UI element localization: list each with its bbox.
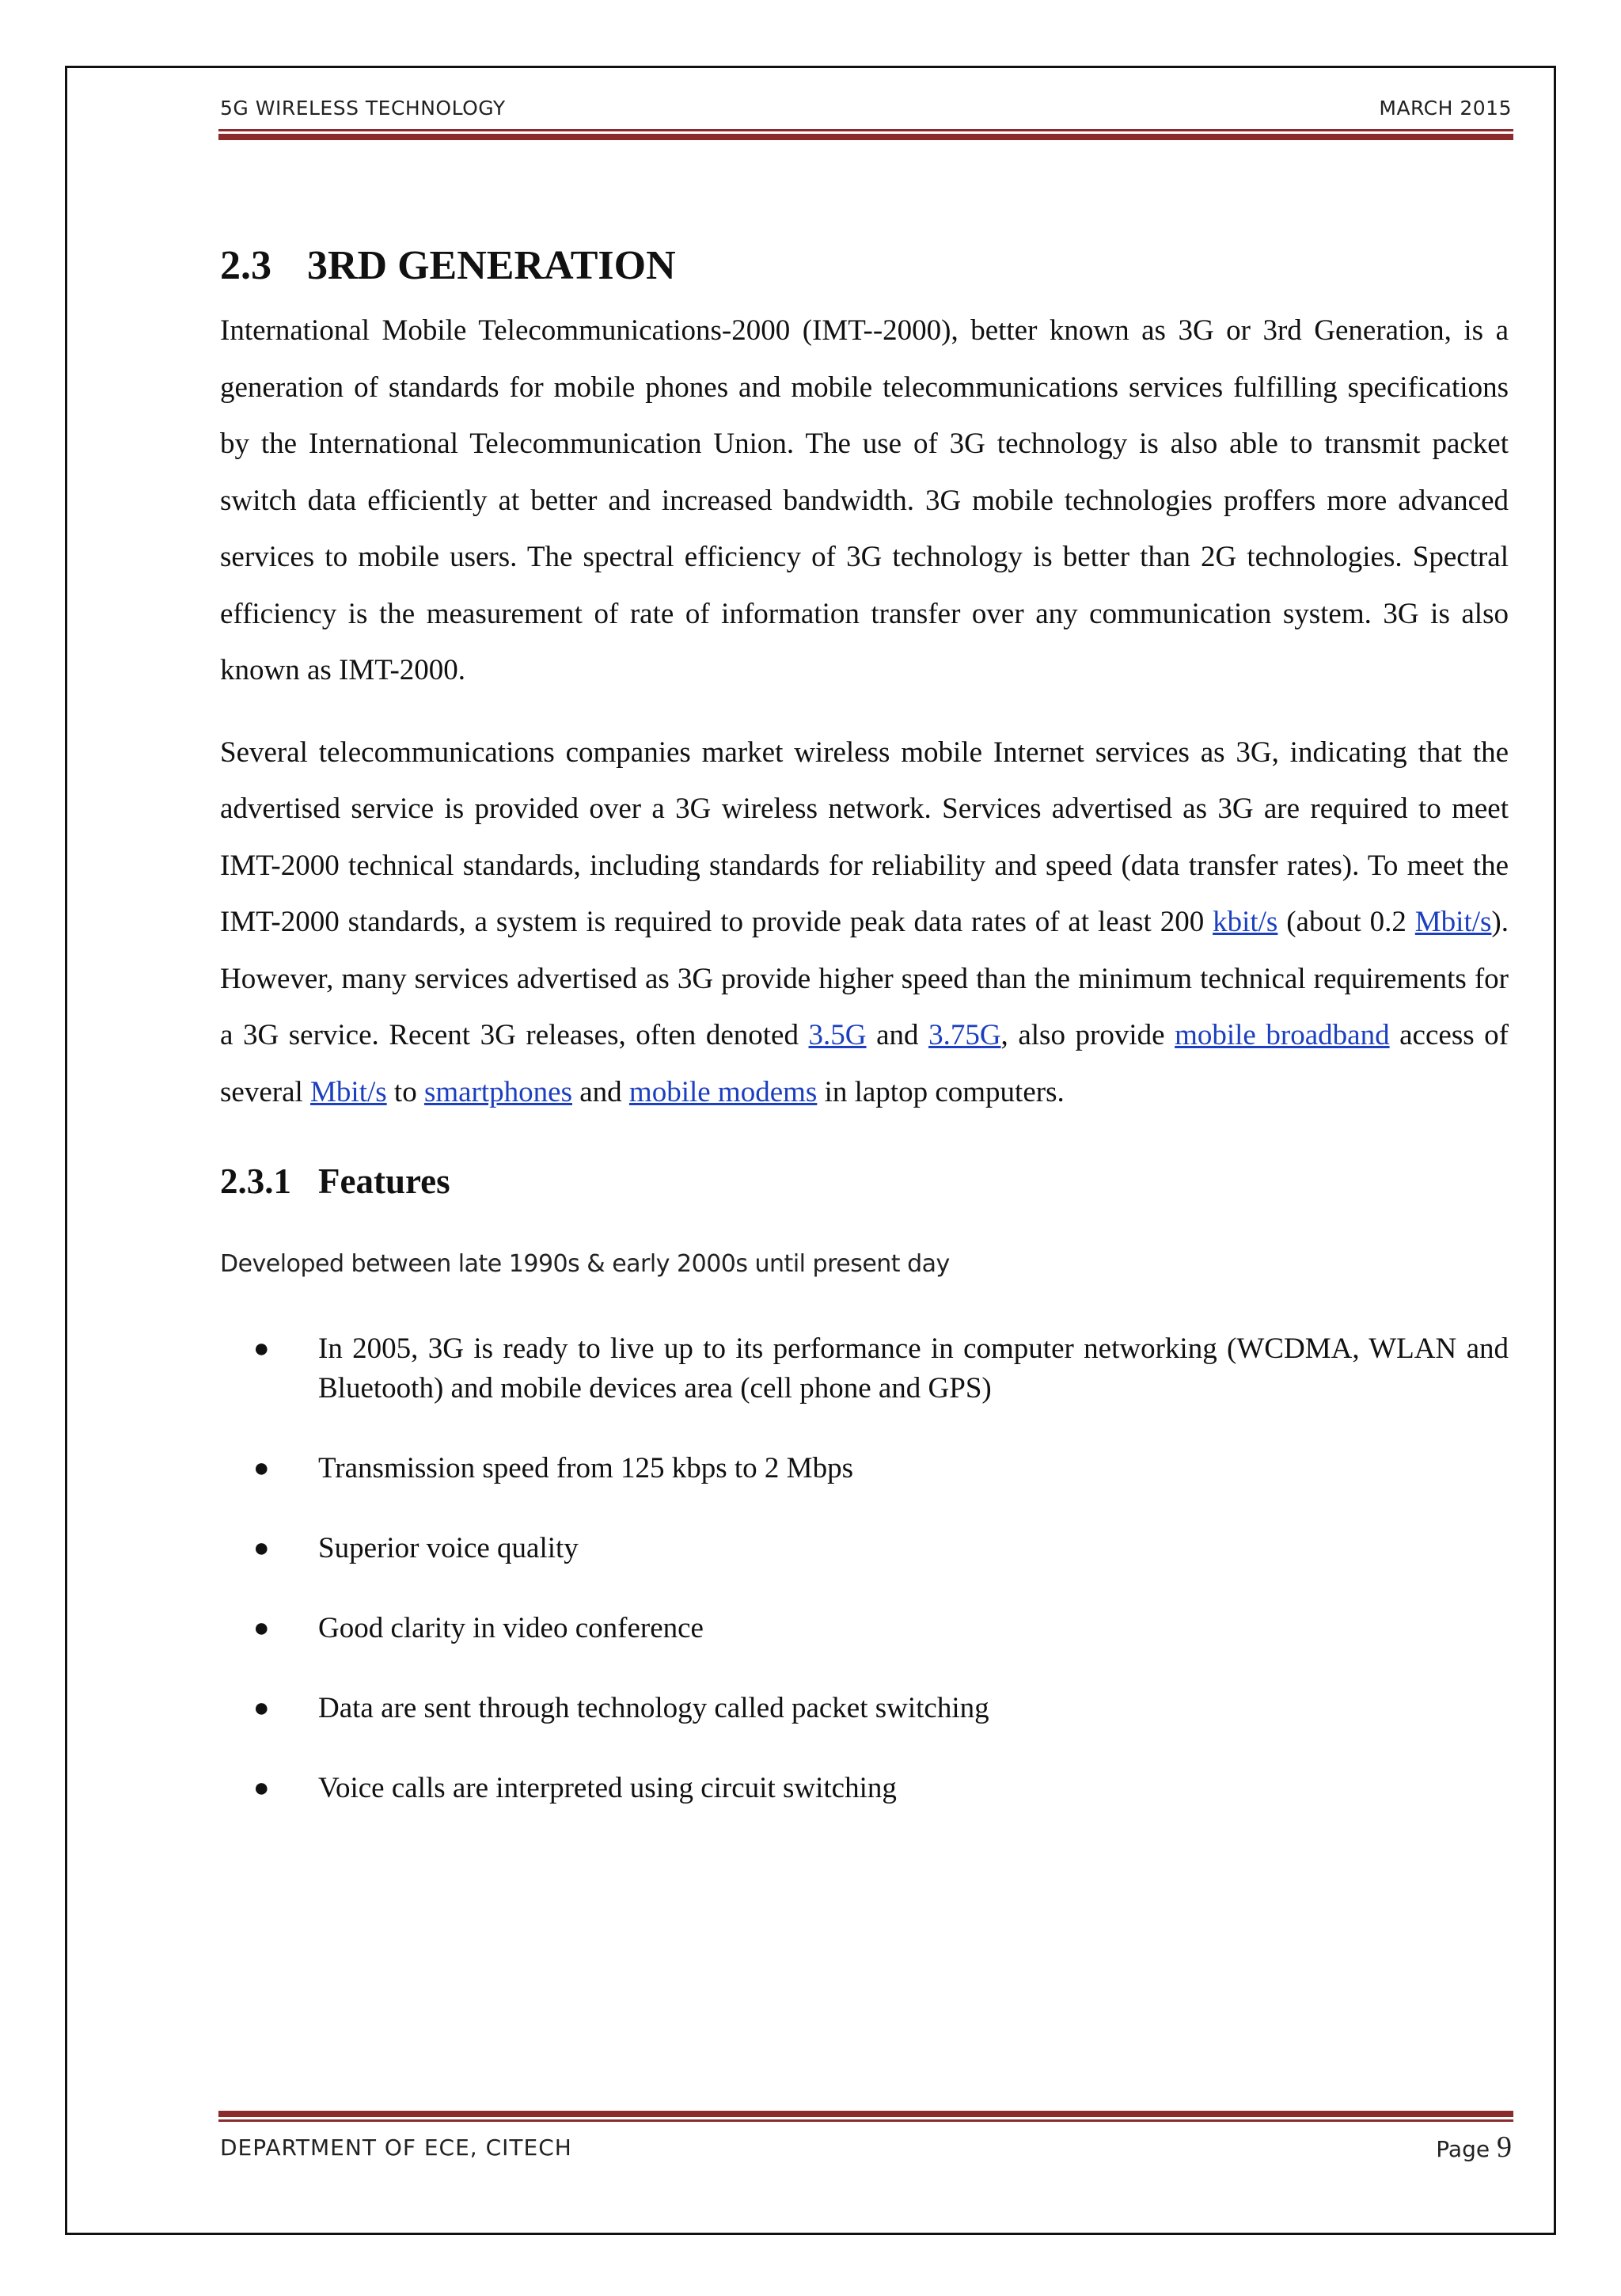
p2-text-6: access of several [220, 1019, 1509, 1108]
bullet-icon: ● [253, 1693, 270, 1723]
list-item-text: Superior voice quality [318, 1532, 579, 1564]
list-item-text: Voice calls are interpreted using circuit switching [318, 1772, 897, 1804]
list-item [220, 1329, 1509, 1408]
page-label: Page [1436, 2136, 1490, 2162]
bullet-icon: ● [253, 1334, 270, 1363]
subsection-number: 2.3.1 [220, 1161, 291, 1201]
p2-text-5: , also provide [1000, 1019, 1175, 1051]
link-mbits-2[interactable]: Mbit/s [310, 1075, 387, 1108]
section-number: 2.3 [220, 243, 271, 288]
footer-rule-thin [218, 2119, 1513, 2122]
section-heading [220, 238, 1509, 295]
p2-text-3: ). However, many services advertised as 3G provide higher speed than the minimum technical requirements for a 3G service. Recent 3G releases, often denoted [220, 906, 1509, 1051]
features-list [220, 1329, 1509, 1808]
header-rule-thin [218, 129, 1513, 131]
list-item [220, 1609, 1509, 1648]
p2-text-9: in laptop computers. [817, 1075, 1065, 1108]
link-3-75g[interactable]: 3.75G [928, 1019, 1001, 1051]
section-paragraph-2 [220, 724, 1509, 1121]
page-number: 9 [1497, 2131, 1512, 2164]
list-item-text: Data are sent through technology called packet switching [318, 1692, 989, 1724]
link-mobile-broadband[interactable]: mobile broadband [1175, 1019, 1390, 1051]
list-item-text: Good clarity in video conference [318, 1612, 704, 1644]
footer-department: DEPARTMENT OF ECE, CITECH [220, 2134, 572, 2161]
features-intro: Developed between late 1990s & early 2000s until present day [220, 1250, 950, 1278]
page-content [220, 238, 1509, 1849]
list-item [220, 1769, 1509, 1808]
subsection-heading [220, 1154, 1509, 1209]
bullet-icon: ● [253, 1454, 270, 1483]
bullet-icon: ● [253, 1773, 270, 1803]
list-item [220, 1689, 1509, 1728]
list-item [220, 1449, 1509, 1488]
link-mbits[interactable]: Mbit/s [1414, 906, 1492, 938]
p2-text-1: Several telecommunications companies market wireless mobile Internet services as 3G, indicating that the advertised service is provided over a 3G wireless network. Services advertised as 3G are required to meet IMT-2000 technical standards, including standards for reliability and speed (data transfer rates). To meet the IMT-2000 standards, a system is required to provide peak data rates of at least 200 [220, 736, 1509, 938]
section-title: 3RD GENERATION [307, 243, 676, 288]
list-item-text: Transmission speed from 125 kbps to 2 Mbps [318, 1452, 853, 1484]
list-item-text: In 2005, 3G is ready to live up to its performance in computer networking (WCDMA, WLAN and Bluetooth) and mobile devices area (cell phone and GPS) [318, 1332, 1509, 1405]
link-3-5g[interactable]: 3.5G [808, 1019, 867, 1051]
page-number-block [1436, 2130, 1512, 2165]
subsection-title: Features [318, 1161, 450, 1201]
link-smartphones[interactable]: smartphones [423, 1075, 572, 1108]
link-mobile-modems[interactable]: mobile modems [628, 1075, 818, 1108]
p2-text-2: (about 0.2 [1277, 906, 1415, 938]
link-kbits[interactable]: kbit/s [1213, 906, 1278, 938]
header-title: 5G WIRELESS TECHNOLOGY [220, 97, 506, 120]
section-paragraph-1: International Mobile Telecommunications-2000 (IMT--2000), better known as 3G or 3rd Generation, is a generation of standards for mobile phones and mobile telecommunications services fulfilling specifications by the International Telecommunication Union. The use of 3G technology is also able to transmit packet switch data efficiently at better and increased bandwidth. 3G mobile technologies proffers more advanced services to mobile users. The spectral efficiency of 3G technology is better than 2G technologies. Spectral efficiency is the measurement of rate of information transfer over any communication system. 3G is also known as IMT-2000. [220, 314, 1509, 686]
bullet-icon: ● [253, 1614, 270, 1643]
list-item [220, 1529, 1509, 1568]
bullet-icon: ● [253, 1534, 270, 1563]
header-date: MARCH 2015 [1379, 97, 1512, 120]
p2-text-4: and [866, 1019, 929, 1051]
header-rule-thick [218, 134, 1513, 140]
p2-text-7: to [386, 1075, 424, 1108]
p2-text-8: and [571, 1075, 629, 1108]
footer-rule-thick [218, 2111, 1513, 2117]
